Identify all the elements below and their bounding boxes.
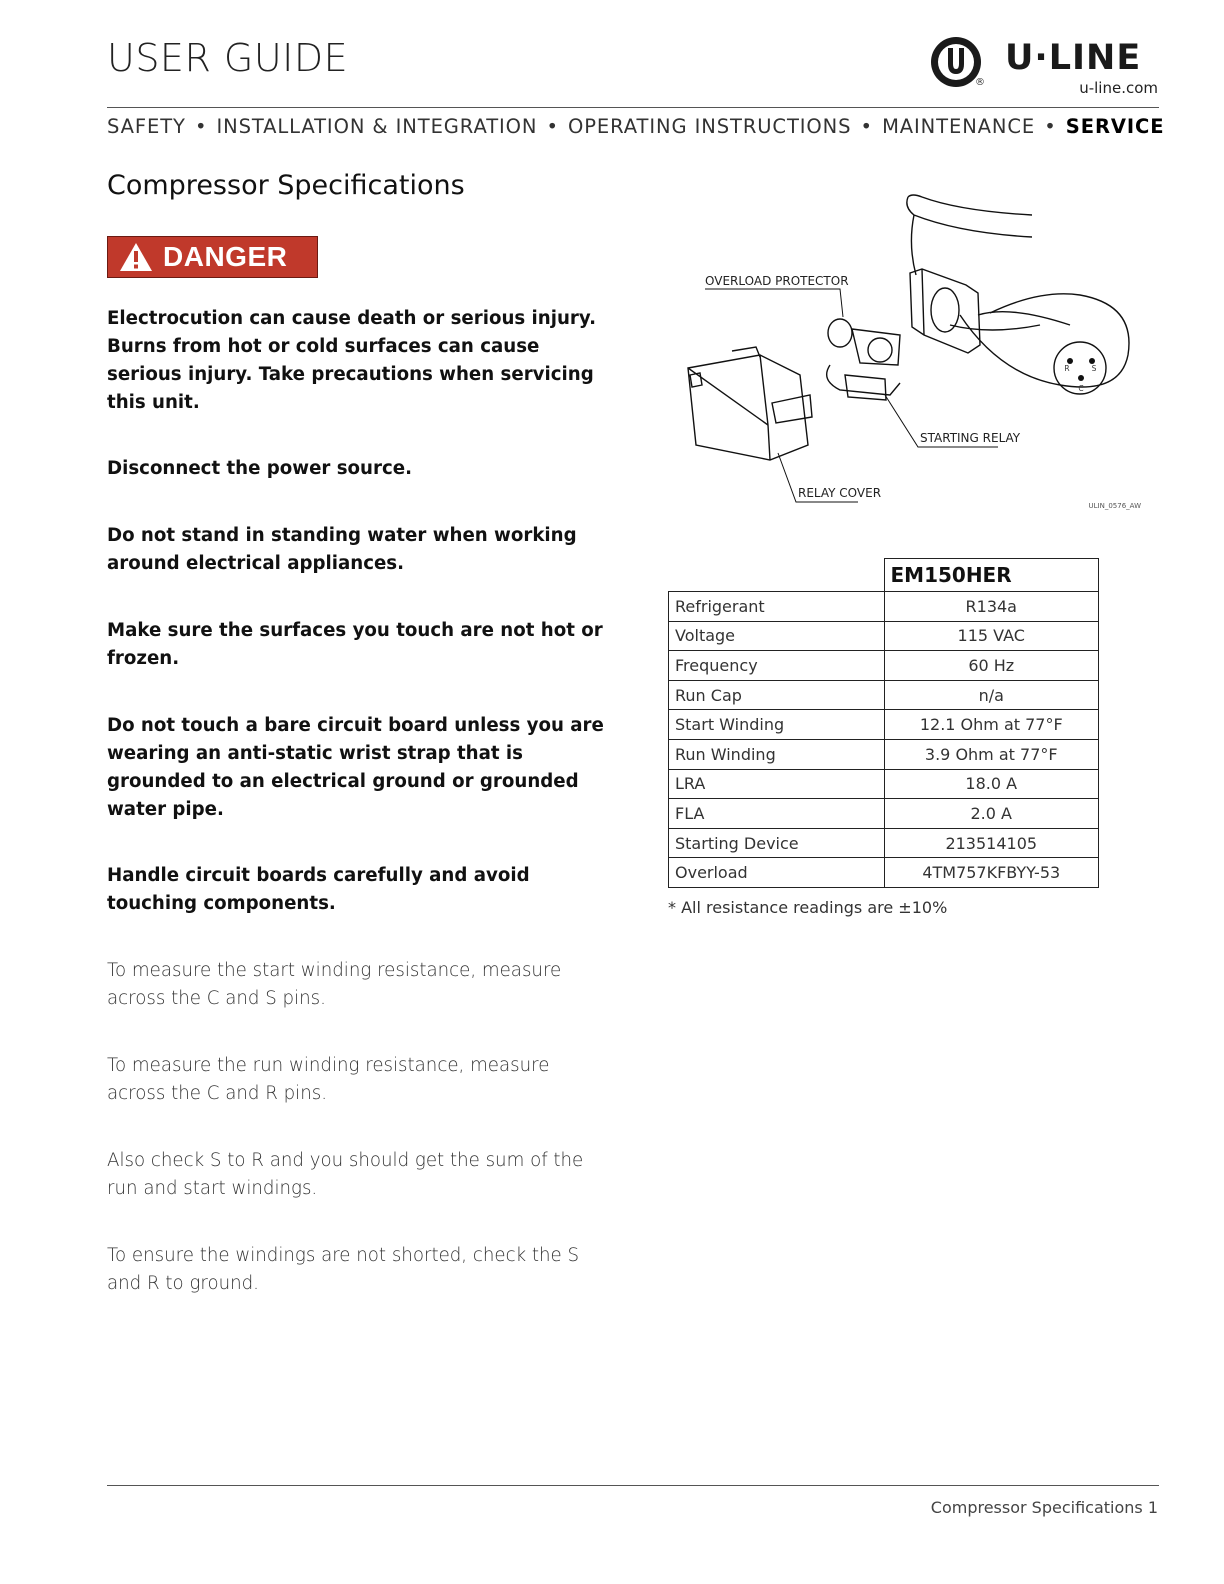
warning-standing-water: Do not stand in standing water when working around electrical appliances. xyxy=(107,525,577,574)
callout-line-overload xyxy=(705,289,843,317)
nav-separator: • xyxy=(546,115,559,138)
spec-value: R134a xyxy=(884,592,1099,622)
pin-c xyxy=(1078,375,1084,381)
table-row xyxy=(669,651,1099,681)
nav-item-service[interactable]: SERVICE xyxy=(1065,115,1165,138)
registered-mark: ® xyxy=(975,77,985,88)
spec-value: n/a xyxy=(884,680,1099,710)
table-row xyxy=(669,680,1099,710)
spec-value: 18.0 A xyxy=(884,769,1099,799)
spec-value: 60 Hz xyxy=(884,651,1099,681)
table-corner xyxy=(669,559,885,592)
nav-separator: • xyxy=(860,115,873,138)
brand-name: U·LINE xyxy=(1005,38,1142,78)
warning-triangle-icon xyxy=(119,242,153,272)
table-row xyxy=(669,828,1099,858)
model-header: EM150HER xyxy=(884,559,1099,592)
spec-value: 12.1 Ohm at 77°F xyxy=(884,710,1099,740)
spec-label: Refrigerant xyxy=(669,592,885,622)
pin-c-label: C xyxy=(1078,384,1084,393)
table-footnote: * All resistance readings are ±10% xyxy=(668,898,948,917)
spec-label: Starting Device xyxy=(669,828,885,858)
danger-badge xyxy=(107,236,318,278)
table-row xyxy=(669,858,1099,888)
spec-label: LRA xyxy=(669,769,885,799)
nav-item-installation[interactable]: INSTALLATION & INTEGRATION xyxy=(216,115,538,138)
footer-divider xyxy=(107,1485,1159,1486)
table-row xyxy=(669,592,1099,622)
nav-item-maintenance[interactable]: MAINTENANCE xyxy=(882,115,1036,138)
table-row xyxy=(669,769,1099,799)
callout-starting-relay: STARTING RELAY xyxy=(920,431,1021,445)
section-title: Compressor Specifications xyxy=(107,170,465,201)
table-row xyxy=(669,799,1099,829)
nav-item-safety[interactable]: SAFETY xyxy=(107,115,186,138)
spec-label: Overload xyxy=(669,858,885,888)
header-divider xyxy=(107,107,1159,108)
danger-label: DANGER xyxy=(163,241,288,272)
nav-item-operating[interactable]: OPERATING INSTRUCTIONS xyxy=(568,115,852,138)
spec-label: Voltage xyxy=(669,621,885,651)
callout-relay-cover: RELAY COVER xyxy=(798,486,882,500)
pin-r-label: R xyxy=(1064,364,1070,373)
section-nav xyxy=(107,115,1165,138)
spec-label: Start Winding xyxy=(669,710,885,740)
spec-label: Run Cap xyxy=(669,680,885,710)
instruction-ground-check: To ensure the windings are not shorted, check the S and R to ground. xyxy=(107,1245,580,1294)
nav-separator: • xyxy=(194,115,208,138)
warning-handle-boards: Handle circuit boards carefully and avoid touching components. xyxy=(107,865,530,914)
page-title: USER GUIDE xyxy=(107,36,349,80)
spec-label: FLA xyxy=(669,799,885,829)
instruction-run-winding: To measure the run winding resistance, measure across the C and R pins. xyxy=(107,1055,550,1104)
page-footer: Compressor Specifications 1 xyxy=(930,1498,1158,1517)
diagram-code: ULIN_0576_AW xyxy=(1088,502,1141,510)
spec-value: 115 VAC xyxy=(884,621,1099,651)
spec-table xyxy=(668,558,1099,888)
warning-circuit-board: Do not touch a bare circuit board unless you are wearing an anti-static wrist strap that is grounded to an electrical ground or grounded water pipe. xyxy=(107,715,604,820)
warning-electrocution: Electrocution can cause death or serious injury. Burns from hot or cold surfaces can cause serious injury. Take precautions when servicing this unit. xyxy=(107,308,596,413)
instruction-start-winding: To measure the start winding resistance, measure across the C and S pins. xyxy=(107,960,562,1009)
spec-label: Frequency xyxy=(669,651,885,681)
brand-url[interactable]: u-line.com xyxy=(1079,79,1158,97)
compressor-illustration xyxy=(688,195,1129,460)
table-row xyxy=(669,710,1099,740)
spec-value: 3.9 Ohm at 77°F xyxy=(884,739,1099,769)
table-row xyxy=(669,621,1099,651)
warning-surfaces: Make sure the surfaces you touch are not hot or frozen. xyxy=(107,620,603,669)
table-row xyxy=(669,739,1099,769)
warning-disconnect: Disconnect the power source. xyxy=(107,458,412,479)
spec-value: 4TM757KFBYY-53 xyxy=(884,858,1099,888)
spec-value: 213514105 xyxy=(884,828,1099,858)
compressor-diagram xyxy=(660,185,1160,515)
spec-value: 2.0 A xyxy=(884,799,1099,829)
callout-overload-protector: OVERLOAD PROTECTOR xyxy=(705,274,849,288)
instruction-s-to-r: Also check S to R and you should get the sum of the run and start windings. xyxy=(107,1150,584,1199)
table-header-row xyxy=(669,559,1099,592)
pin-s-label: S xyxy=(1091,364,1097,373)
nav-separator: • xyxy=(1044,115,1057,138)
spec-label: Run Winding xyxy=(669,739,885,769)
